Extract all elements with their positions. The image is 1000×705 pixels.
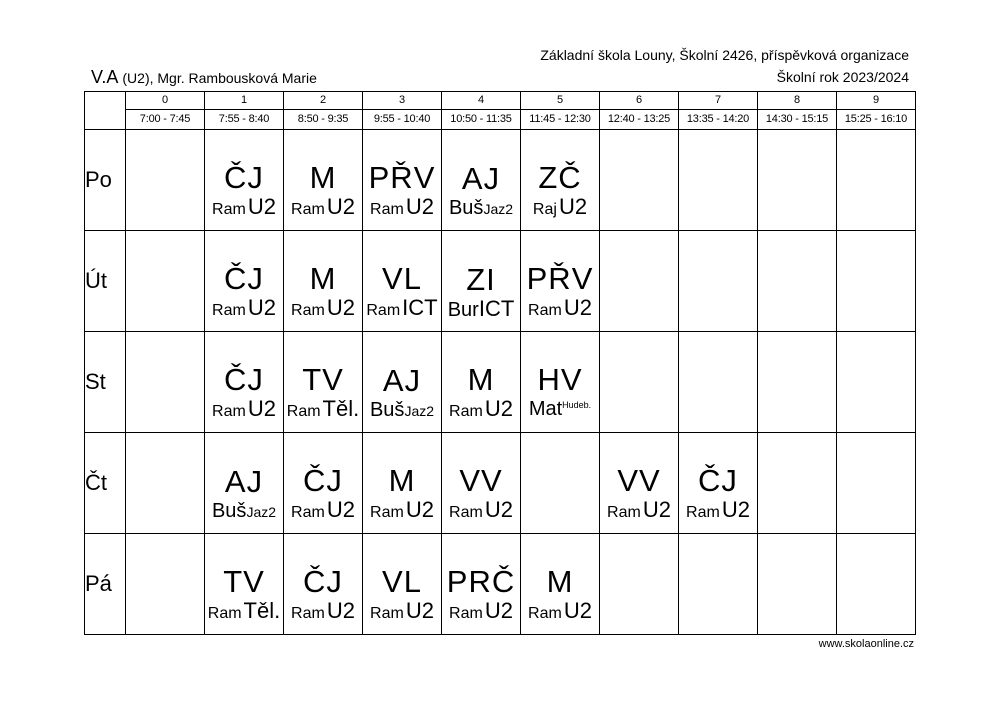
timetable [84,91,916,635]
lesson-teacher: Ram [366,301,401,319]
lesson-subject: TV [302,361,344,397]
lesson-subject: AJ [461,160,501,196]
lesson-teacher: Ram [291,200,325,218]
lesson-meta [291,599,355,626]
lesson-room: U2 [721,496,750,522]
lesson-subject: HV [537,361,583,397]
lesson-meta [370,599,434,626]
lesson-cell[interactable] [205,433,284,534]
lesson-meta [449,599,513,626]
day-name: Po [85,130,126,231]
period-number: 2 [284,92,363,110]
lesson-subject: PŘV [368,159,436,195]
lesson-cell[interactable] [205,534,284,635]
lesson [521,534,599,634]
period-number: 7 [679,92,758,110]
day-row [85,534,916,635]
lesson [205,534,283,634]
lesson [284,130,362,230]
lesson-teacher: Ram [449,503,483,521]
lesson-room: U2 [405,597,434,623]
lesson-subject: M [546,563,574,599]
lesson-cell[interactable] [521,130,600,231]
lesson-meta [212,296,276,323]
lesson-meta [291,498,355,525]
period-time: 12:40 - 13:25 [600,110,679,130]
lesson [205,433,283,533]
lesson-cell[interactable] [679,433,758,534]
lesson-teacher: Ram [370,200,404,218]
empty-cell [126,433,205,534]
empty-cell [600,231,679,332]
lesson-teacher: Ram [449,402,483,420]
lesson-cell[interactable] [442,332,521,433]
lesson-meta [686,498,750,525]
lesson-room: U2 [326,294,355,320]
lesson-meta [607,498,671,525]
lesson-teacher: Ram [370,604,404,622]
lesson-cell[interactable] [205,130,284,231]
lesson [442,130,520,230]
period-time: 14:30 - 15:15 [758,110,837,130]
day-row [85,231,916,332]
period-time: 11:45 - 12:30 [521,110,600,130]
lesson-cell[interactable] [442,130,521,231]
lesson-room: U2 [326,496,355,522]
lesson [205,130,283,230]
lesson-meta [449,498,513,525]
empty-cell [600,130,679,231]
lesson-room: ICT [402,294,438,320]
lesson-room: U2 [326,193,355,219]
lesson-cell[interactable] [363,130,442,231]
lesson-teacher: Ram [607,503,641,521]
lesson-subject: AJ [224,463,264,499]
lesson-cell[interactable] [363,433,442,534]
lesson-subject: ČJ [224,260,264,296]
lesson-teacher: Ram [286,402,321,420]
empty-cell [126,130,205,231]
day-row [85,433,916,534]
lesson-cell[interactable] [363,534,442,635]
day-row [85,130,916,231]
lesson-subject: M [309,159,337,195]
class-code: V.A [91,67,118,87]
period-number: 3 [363,92,442,110]
lesson [679,433,757,533]
period-time: 7:00 - 7:45 [126,110,205,130]
lesson-cell[interactable] [284,332,363,433]
empty-cell [837,332,916,433]
lesson-room: U2 [405,193,434,219]
period-number: 1 [205,92,284,110]
lesson-teacher: Ram [291,503,325,521]
day-name: Pá [85,534,126,635]
empty-cell [521,433,600,534]
period-number-row [85,92,916,110]
lesson-teacher: Ram [370,503,404,521]
lesson-subject: TV [223,563,265,599]
lesson-room: U2 [642,496,671,522]
day-name: St [85,332,126,433]
lesson-meta [212,499,276,524]
lesson-cell[interactable] [442,231,521,332]
lesson-teacher: Mat [528,397,563,420]
lesson-subject: AJ [382,362,422,398]
lesson-room: U2 [247,193,276,219]
lesson-subject: ZI [466,261,496,297]
lesson-meta [533,195,587,222]
period-number: 6 [600,92,679,110]
empty-cell [679,534,758,635]
lesson-teacher: Ram [212,301,246,319]
lesson-meta [208,599,280,626]
lesson [205,332,283,432]
lesson-room: U2 [563,294,592,320]
lesson-cell[interactable] [600,433,679,534]
lesson-teacher: Ram [528,301,562,319]
day-row [85,332,916,433]
lesson-meta [449,196,513,221]
lesson-cell[interactable] [521,534,600,635]
lesson-room: Jaz2 [246,503,277,520]
lesson-teacher: Ram [291,604,325,622]
lesson [442,534,520,634]
empty-cell [758,534,837,635]
empty-cell [837,130,916,231]
lesson-subject: VV [617,462,661,498]
empty-cell [600,332,679,433]
period-time: 9:55 - 10:40 [363,110,442,130]
lesson-meta [366,296,437,323]
period-time: 13:35 - 14:20 [679,110,758,130]
lesson-subject: M [388,462,416,498]
period-time: 15:25 - 16:10 [837,110,916,130]
lesson-room: Těl. [322,395,360,421]
lesson-cell[interactable] [284,433,363,534]
lesson-room: U2 [484,597,513,623]
lesson-room: U2 [484,395,513,421]
lesson-meta [370,498,434,525]
period-number: 9 [837,92,916,110]
period-time: 8:50 - 9:35 [284,110,363,130]
day-name: Út [85,231,126,332]
empty-cell [758,433,837,534]
lesson [363,231,441,331]
lesson-cell[interactable] [284,534,363,635]
period-time: 7:55 - 8:40 [205,110,284,130]
empty-cell [126,534,205,635]
lesson-meta [449,397,513,424]
lesson-room: Hudeb. [562,399,592,410]
empty-cell [837,433,916,534]
lesson [284,332,362,432]
empty-cell [126,332,205,433]
lesson-teacher: Bur [447,298,479,321]
lesson-subject: ČJ [303,563,343,599]
footer-url[interactable]: www.skolaonline.cz [818,638,914,650]
period-number: 8 [758,92,837,110]
school-name: Základní škola Louny, Školní 2426, příspěvková organizace [540,47,909,63]
lesson-cell[interactable] [284,231,363,332]
lesson-subject: M [467,361,495,397]
school-year: Školní rok 2023/2024 [776,69,909,85]
lesson-room: U2 [405,496,434,522]
lesson [442,433,520,533]
lesson-subject: PŘV [526,260,594,296]
lesson-subject: PRČ [446,563,516,599]
lesson-subject: VL [382,260,422,296]
lesson [205,231,283,331]
lesson-teacher: Ram [528,604,562,622]
lesson-meta [287,397,359,424]
period-number: 0 [126,92,205,110]
lesson-meta [529,397,591,424]
lesson [442,332,520,432]
lesson-subject: ZČ [538,159,582,195]
lesson-subject: M [309,260,337,296]
lesson-teacher: Buš [448,196,484,219]
lesson-cell[interactable] [284,130,363,231]
empty-cell [679,130,758,231]
lesson-cell[interactable] [521,231,600,332]
lesson-meta [370,195,434,222]
lesson [363,130,441,230]
lesson-teacher: Ram [207,604,242,622]
lesson-teacher: Ram [686,503,720,521]
lesson [521,332,599,432]
lesson-teacher: Ram [291,301,325,319]
lesson-meta [528,599,592,626]
class-info: (U2), Mgr. Rambousková Marie [122,70,317,86]
lesson-cell[interactable] [442,534,521,635]
empty-cell [758,130,837,231]
lesson-teacher: Buš [369,398,405,421]
lesson-teacher: Ram [212,402,246,420]
day-name: Čt [85,433,126,534]
empty-cell [600,534,679,635]
lesson-cell[interactable] [363,231,442,332]
lesson-room: U2 [247,294,276,320]
lesson-teacher: Raj [532,200,557,218]
period-time: 10:50 - 11:35 [442,110,521,130]
lesson-cell[interactable] [363,332,442,433]
lesson-room: Jaz2 [483,200,514,217]
lesson-meta [212,195,276,222]
lesson-subject: ČJ [698,462,738,498]
lesson-subject: ČJ [224,361,264,397]
lesson-meta [370,398,434,423]
lesson [521,231,599,331]
lesson-meta [212,397,276,424]
empty-cell [758,332,837,433]
lesson-room: U2 [247,395,276,421]
corner-cell [85,110,126,130]
lesson-subject: ČJ [224,159,264,195]
lesson [363,433,441,533]
lesson [284,433,362,533]
lesson-teacher: Ram [449,604,483,622]
class-title [91,67,317,88]
lesson-room: Těl. [243,597,281,623]
lesson [442,231,520,331]
lesson [284,534,362,634]
period-number: 4 [442,92,521,110]
lesson-meta [528,296,592,323]
lesson-meta [448,297,515,322]
lesson-teacher: Buš [211,499,247,522]
lesson-subject: VL [382,563,422,599]
empty-cell [837,534,916,635]
lesson [600,433,678,533]
lesson-subject: VV [459,462,503,498]
lesson-teacher: Ram [212,200,246,218]
corner-cell [85,92,126,110]
lesson-room: U2 [326,597,355,623]
lesson-cell[interactable] [521,332,600,433]
empty-cell [126,231,205,332]
empty-cell [837,231,916,332]
lesson [521,130,599,230]
lesson-room: U2 [484,496,513,522]
period-number: 5 [521,92,600,110]
lesson-cell[interactable] [205,231,284,332]
lesson-room: Jaz2 [404,402,435,419]
lesson [363,534,441,634]
lesson-meta [291,296,355,323]
empty-cell [679,231,758,332]
lesson [363,332,441,432]
period-time-row [85,110,916,130]
lesson-room: ICT [478,295,515,321]
lesson-room: U2 [558,193,588,219]
empty-cell [758,231,837,332]
lesson-room: U2 [563,597,592,623]
lesson-cell[interactable] [205,332,284,433]
lesson-meta [291,195,355,222]
lesson [284,231,362,331]
lesson-cell[interactable] [442,433,521,534]
lesson-subject: ČJ [303,462,343,498]
empty-cell [679,332,758,433]
